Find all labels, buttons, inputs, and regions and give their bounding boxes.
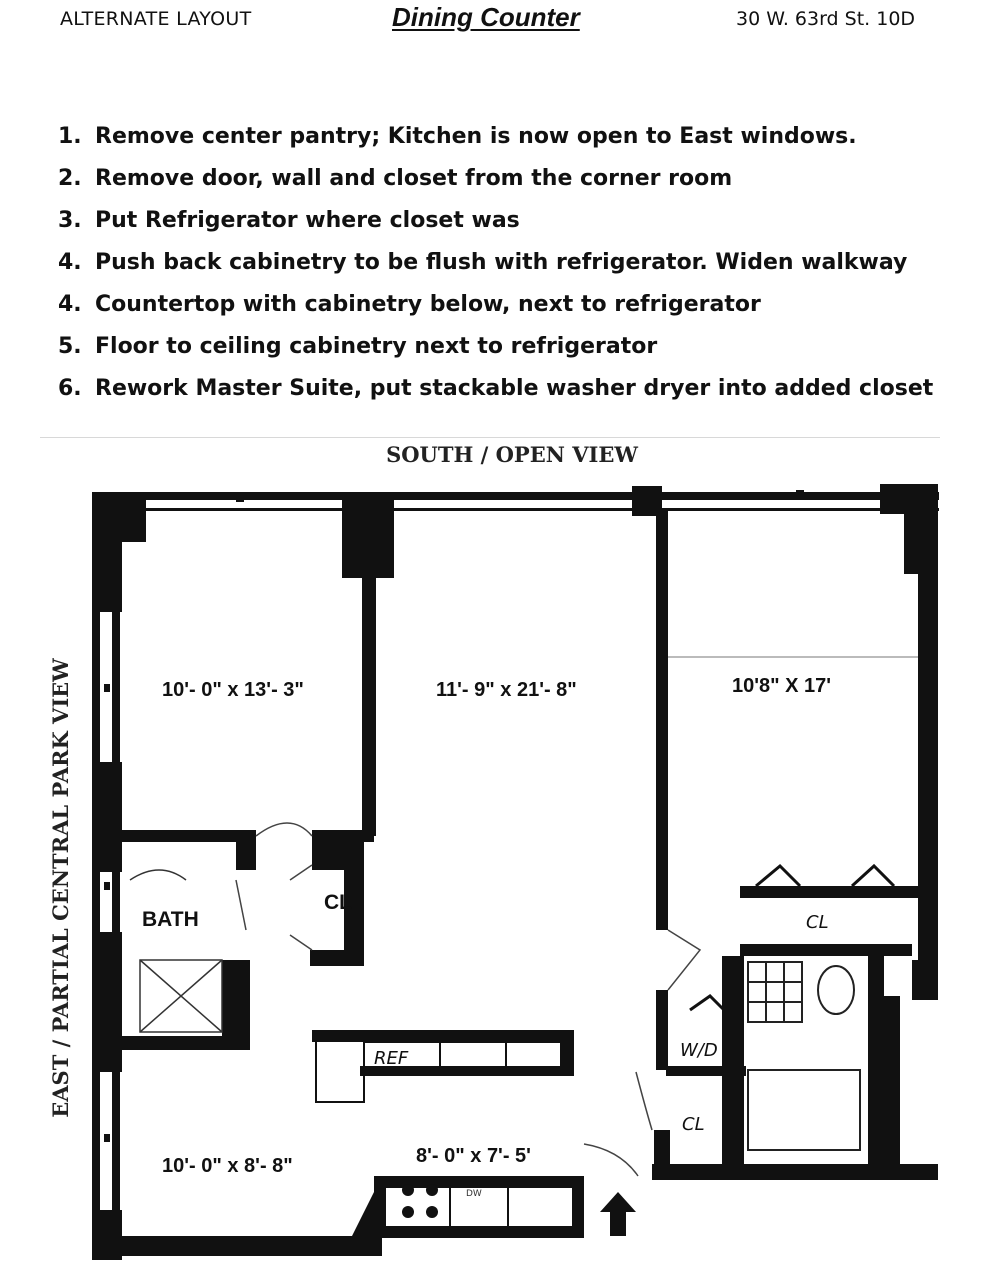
address-label: 30 W. 63rd St. 10D (736, 8, 916, 30)
dining-dimensions: 10'- 0" x 8'- 8" (162, 1155, 293, 1177)
note-text: Put Refrigerator where closet was (95, 208, 520, 233)
counter-cabinet (506, 1042, 566, 1070)
bedroom-right-dimensions: 10'8" X 17' (732, 675, 832, 697)
bath-label: BATH (142, 908, 199, 931)
dishwasher-label: DW (466, 1189, 482, 1199)
page-title: Dining Counter (392, 2, 580, 32)
note-text: Rework Master Suite, put stackable washer dryer into added closet (95, 376, 934, 401)
door-swings (236, 823, 700, 1176)
stove-burners (402, 1184, 438, 1218)
south-view-label: SOUTH / OPEN VIEW (386, 442, 638, 467)
note-number: 4. (58, 292, 82, 317)
left-windows (104, 684, 110, 1142)
refrigerator-label: REF (374, 1048, 409, 1069)
closet-right-label: CL (806, 912, 829, 933)
closet-center-label: CL (324, 891, 352, 914)
note-text: Countertop with cabinetry below, next to refrigerator (95, 292, 761, 317)
closet-lower-label: CL (682, 1114, 705, 1135)
note-number: 4. (58, 250, 82, 275)
note-number: 3. (58, 208, 82, 233)
living-room-dimensions: 11'- 9" x 21'- 8" (436, 679, 577, 701)
note-text: Remove door, wall and closet from the corner room (95, 166, 733, 191)
refrigerator-outline (316, 1040, 364, 1102)
bath-right-fixtures (748, 962, 860, 1150)
east-view-label: EAST / PARTIAL CENTRAL PARK VIEW (48, 658, 73, 1118)
walls (92, 484, 939, 1260)
washer-dryer-label: W/D (680, 1040, 718, 1061)
note-text: Remove center pantry; Kitchen is now open to East windows. (95, 124, 857, 149)
layout-label: ALTERNATE LAYOUT (60, 8, 252, 30)
entry-arrow-icon (600, 1192, 636, 1236)
note-number: 1. (58, 124, 82, 149)
note-number: 5. (58, 334, 82, 359)
bedroom-left-dimensions: 10'- 0" x 13'- 3" (162, 679, 304, 701)
note-number: 2. (58, 166, 82, 191)
kitchen-dimensions: 8'- 0" x 7'- 5' (416, 1145, 531, 1167)
note-text: Floor to ceiling cabinetry next to refrigerator (95, 334, 658, 359)
bath-fixtures (130, 870, 222, 1032)
note-number: 6. (58, 376, 82, 401)
counter-cabinet (440, 1042, 506, 1070)
note-text: Push back cabinetry to be flush with refrigerator. Widen walkway (95, 250, 908, 275)
